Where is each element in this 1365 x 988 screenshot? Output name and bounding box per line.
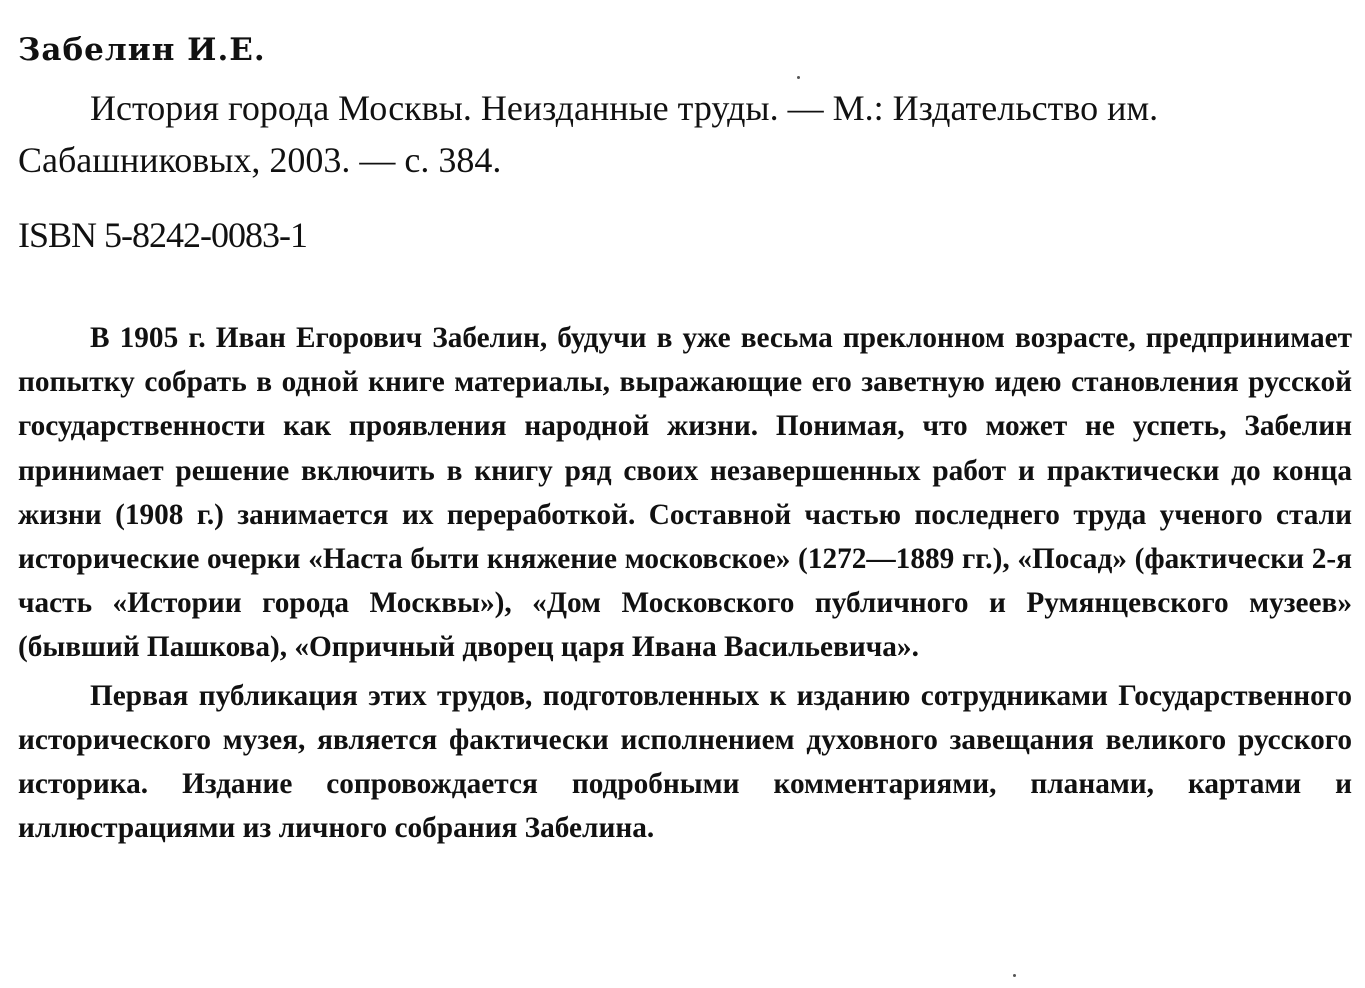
annotation bbox=[18, 316, 1352, 854]
annotation-paragraph-2: Первая публикация этих трудов, подготовленных к изданию сотрудниками Государственного исторического музея, является фактически исполнением духовного завещания великого русского историка. Издание сопровождается подробными комментариями, планами, картами и иллюстрациями из личного собрания Забелина. bbox=[18, 679, 1352, 845]
scan-speck bbox=[1013, 974, 1016, 977]
annotation-paragraph-1: В 1905 г. Иван Егорович Забелин, будучи в уже весьма преклонном возрасте, предпринимает попытку собрать в одной книге материалы, выражающие его заветную идею становления русской государственности как проявления народной жизни. Понимая, что может не успеть, Забелин принимает решение включить в книгу ряд своих незавершенных работ и практически до конца жизни (1908 г.) занимается их переработкой. Составной частью последнего труда ученого стали исторические очерки «Наста быти княжение московское» (1272—1889 гг.), «Посад» (фактически 2-я часть «Истории города Москвы»), «Дом Московского публичного и Румянцевского музеев» (бывший Пашкова), «Опричный дворец царя Ивана Васильевича». bbox=[18, 322, 1352, 664]
bibliographic-entry: История города Москвы. Неизданные труды. — М.: Издательство им. Сабашниковых, 2003. — с. 384. bbox=[18, 88, 1159, 180]
isbn: ISBN 5-8242-0083-1 bbox=[18, 215, 307, 255]
author-heading: Забелин И.Е. bbox=[18, 32, 266, 68]
scan-speck bbox=[797, 76, 800, 79]
